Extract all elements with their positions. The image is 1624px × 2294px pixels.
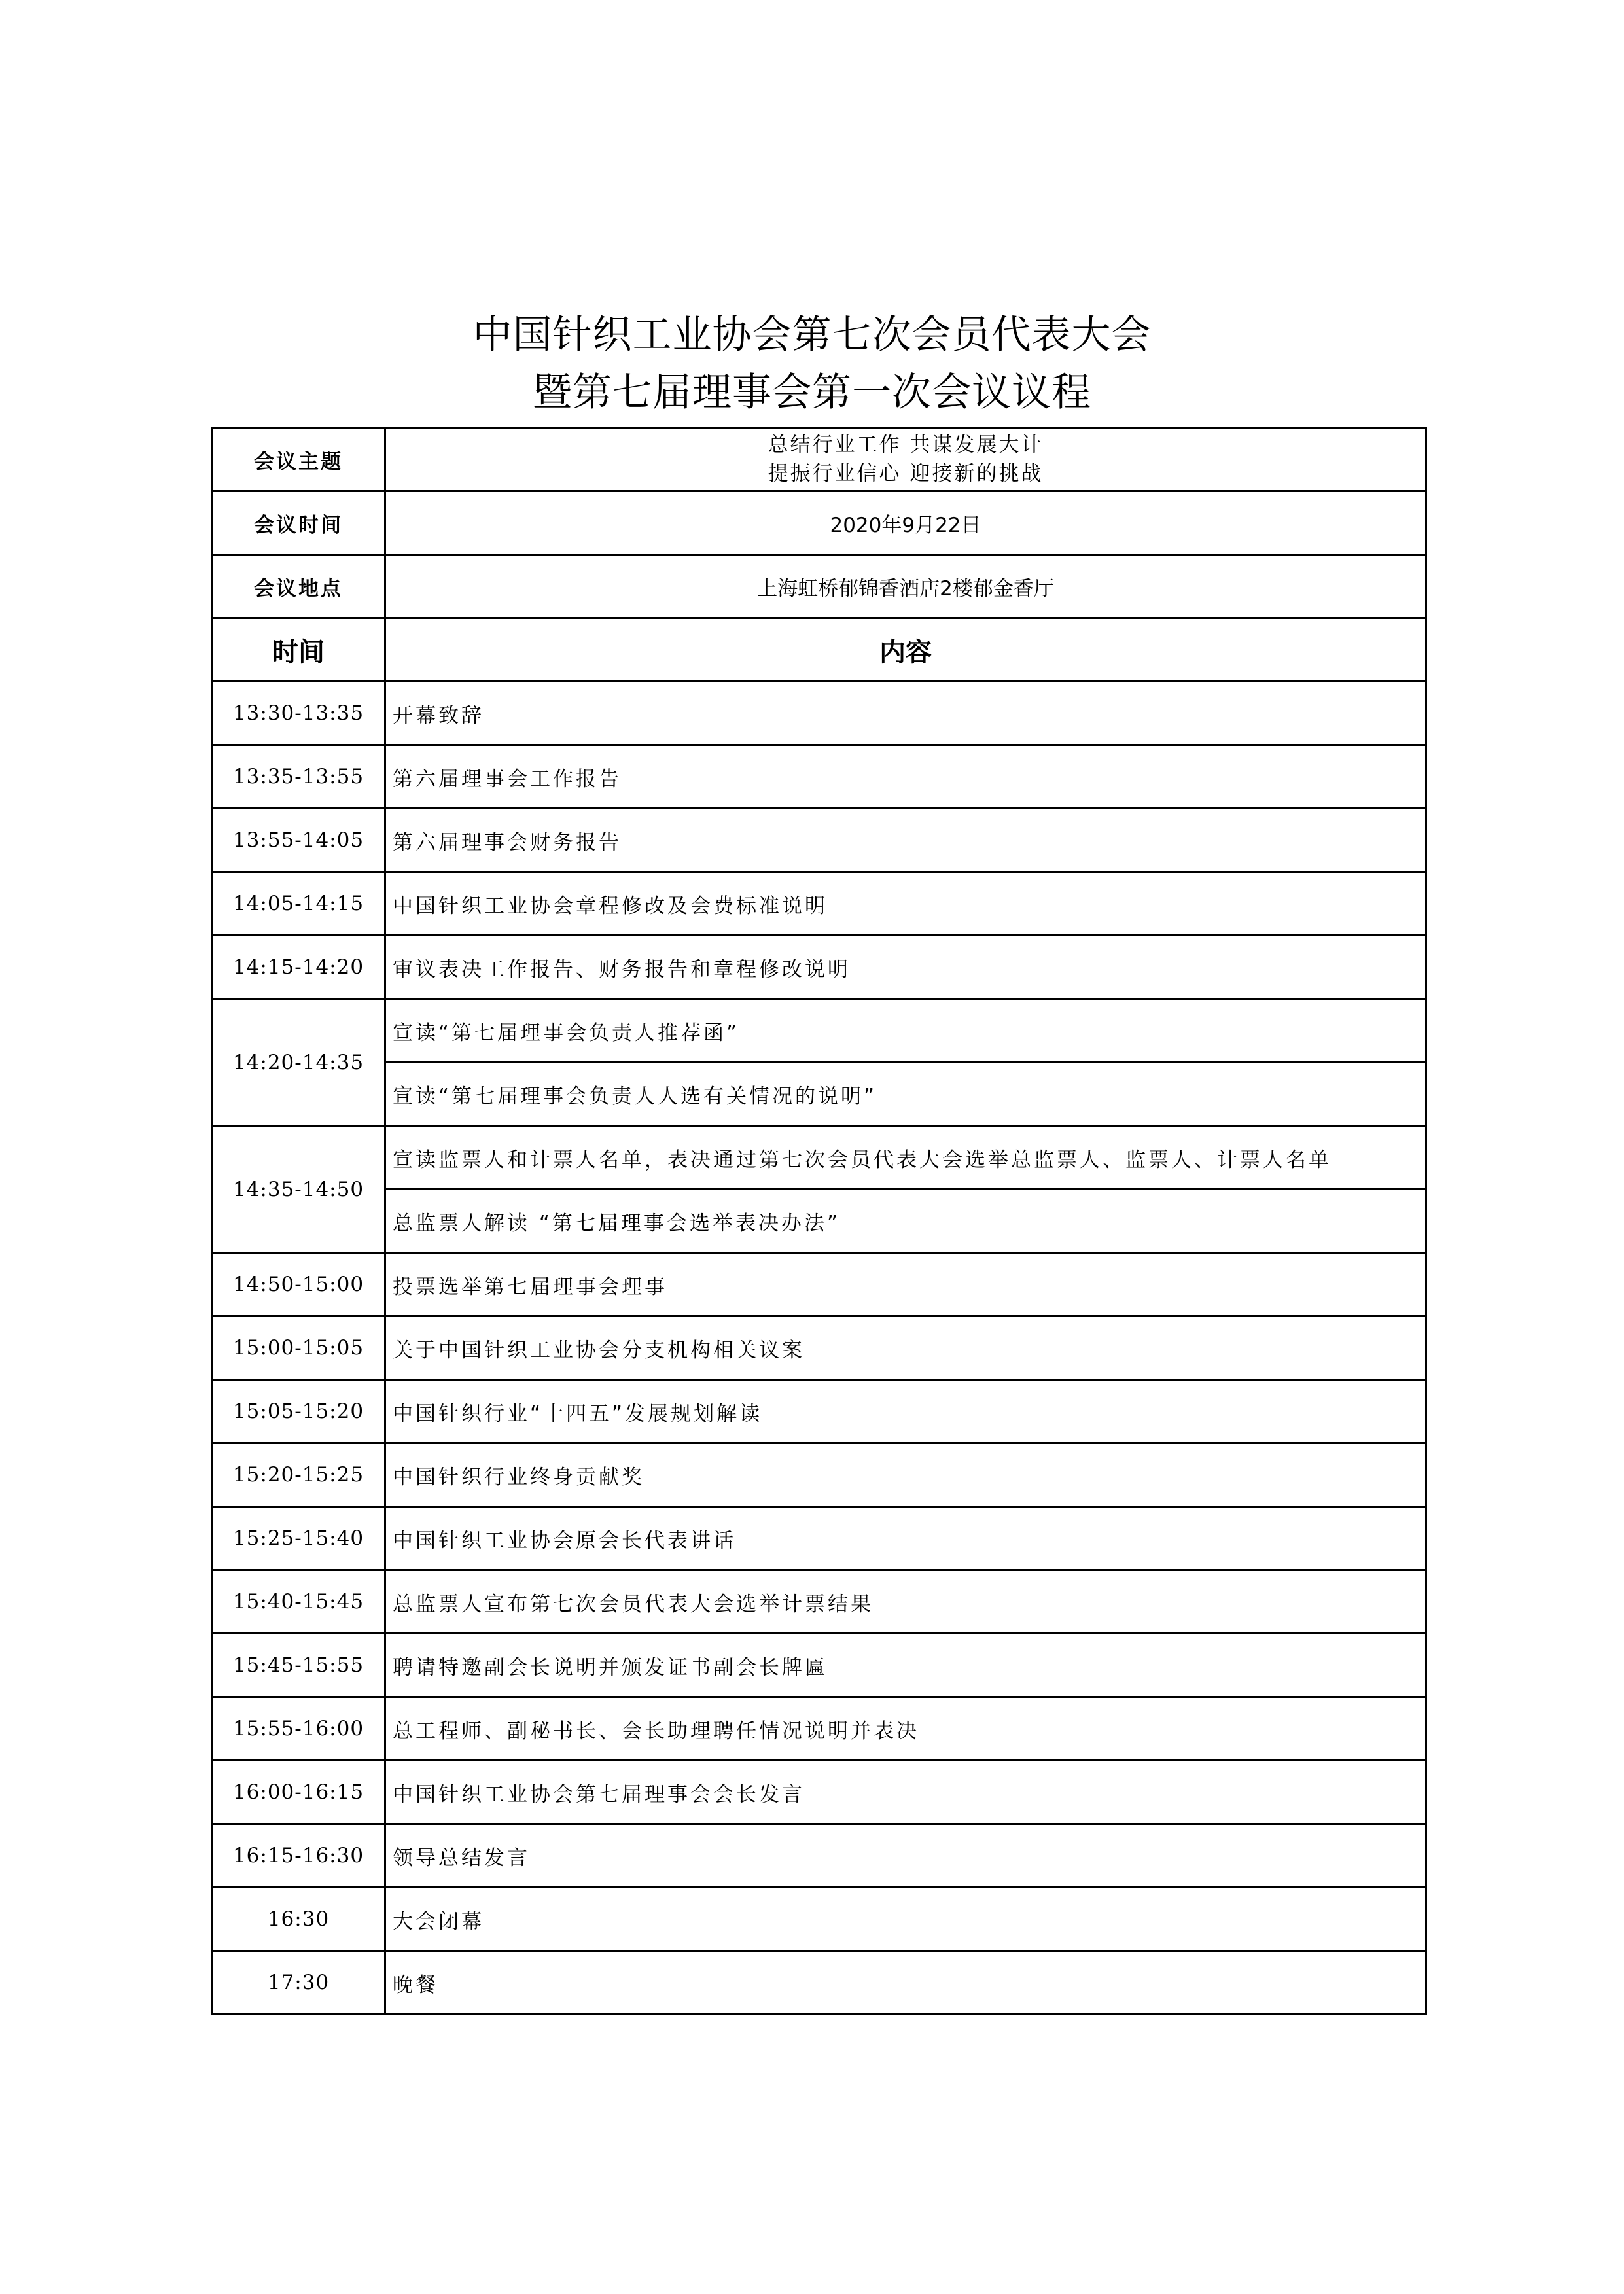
- agenda-row: [212, 1888, 1426, 1951]
- header-content: 内容: [385, 618, 1426, 682]
- agenda-row: [212, 1380, 1426, 1443]
- agenda-item: 第六届理事会工作报告: [385, 745, 1426, 809]
- agenda-row: [212, 1824, 1426, 1888]
- agenda-time: 16:15-16:30: [212, 1824, 385, 1888]
- agenda-row: [212, 1761, 1426, 1824]
- place-value: 上海虹桥郁锦香酒店2楼郁金香厅: [385, 555, 1426, 618]
- agenda-item: 总监票人解读 “第七届理事会选举表决办法”: [385, 1190, 1426, 1253]
- agenda-row: [212, 1063, 1426, 1126]
- agenda-table: [211, 427, 1427, 2015]
- agenda-time: 15:25-15:40: [212, 1507, 385, 1570]
- agenda-item: 宣读监票人和计票人名单，表决通过第七次会员代表大会选举总监票人、监票人、计票人名单: [385, 1126, 1426, 1190]
- agenda-row: [212, 809, 1426, 872]
- agenda-time: 13:35-13:55: [212, 745, 385, 809]
- agenda-row: [212, 1253, 1426, 1316]
- agenda-time: 17:30: [212, 1951, 385, 2015]
- agenda-item: 开幕致辞: [385, 682, 1426, 745]
- time-row: [212, 491, 1426, 555]
- agenda-row: [212, 872, 1426, 936]
- agenda-row: [212, 745, 1426, 809]
- place-row: [212, 555, 1426, 618]
- agenda-item: 中国针织工业协会章程修改及会费标准说明: [385, 872, 1426, 936]
- agenda-time: 14:35-14:50: [212, 1126, 385, 1253]
- agenda-item: 宣读“第七届理事会负责人推荐函”: [385, 999, 1426, 1063]
- agenda-time: 14:15-14:20: [212, 936, 385, 999]
- agenda-time: 13:55-14:05: [212, 809, 385, 872]
- agenda-row: [212, 1570, 1426, 1634]
- agenda-time: 15:40-15:45: [212, 1570, 385, 1634]
- agenda-item: 聘请特邀副会长说明并颁发证书副会长牌匾: [385, 1634, 1426, 1697]
- document-title-line-2: 暨第七届理事会第一次会议议程: [533, 370, 1091, 415]
- theme-value: [385, 428, 1426, 491]
- agenda-item: 中国针织行业终身贡献奖: [385, 1443, 1426, 1507]
- agenda-row: [212, 1951, 1426, 2015]
- agenda-item: 大会闭幕: [385, 1888, 1426, 1951]
- theme-label: 会议主题: [212, 428, 385, 491]
- agenda-row: [212, 1443, 1426, 1507]
- agenda-item: 第六届理事会财务报告: [385, 809, 1426, 872]
- agenda-item: 中国针织工业协会原会长代表讲话: [385, 1507, 1426, 1570]
- agenda-time: 15:55-16:00: [212, 1697, 385, 1761]
- agenda-item: 总工程师、副秘书长、会长助理聘任情况说明并表决: [385, 1697, 1426, 1761]
- agenda-time: 15:00-15:05: [212, 1316, 385, 1380]
- agenda-row: [212, 1190, 1426, 1253]
- agenda-item: 中国针织行业“十四五”发展规划解读: [385, 1380, 1426, 1443]
- agenda-row: [212, 1316, 1426, 1380]
- agenda-row: [212, 682, 1426, 745]
- agenda-row: [212, 1697, 1426, 1761]
- agenda-row: [212, 1126, 1426, 1190]
- agenda-item: 晚餐: [385, 1951, 1426, 2015]
- document-title-line-1: 中国针织工业协会第七次会员代表大会: [472, 312, 1152, 358]
- agenda-time: 14:20-14:35: [212, 999, 385, 1126]
- agenda-time: 15:45-15:55: [212, 1634, 385, 1697]
- agenda-time: 16:00-16:15: [212, 1761, 385, 1824]
- agenda-item: 总监票人宣布第七次会员代表大会选举计票结果: [385, 1570, 1426, 1634]
- time-label: 会议时间: [212, 491, 385, 555]
- agenda-time: 13:30-13:35: [212, 682, 385, 745]
- agenda-row: [212, 1634, 1426, 1697]
- time-value: 2020年9月22日: [385, 491, 1426, 555]
- place-label: 会议地点: [212, 555, 385, 618]
- theme-row: [212, 428, 1426, 491]
- agenda-item: 中国针织工业协会第七届理事会会长发言: [385, 1761, 1426, 1824]
- agenda-item: 关于中国针织工业协会分支机构相关议案: [385, 1316, 1426, 1380]
- agenda-item: 投票选举第七届理事会理事: [385, 1253, 1426, 1316]
- agenda-item: 审议表决工作报告、财务报告和章程修改说明: [385, 936, 1426, 999]
- agenda-item: 领导总结发言: [385, 1824, 1426, 1888]
- theme-line-1: 总结行业工作 共谋发展大计: [768, 433, 1044, 457]
- agenda-row: [212, 1507, 1426, 1570]
- agenda-time: 15:05-15:20: [212, 1380, 385, 1443]
- agenda-time: 14:50-15:00: [212, 1253, 385, 1316]
- agenda-time: 16:30: [212, 1888, 385, 1951]
- theme-line-2: 提振行业信心 迎接新的挑战: [768, 462, 1044, 485]
- agenda-row: [212, 999, 1426, 1063]
- header-time: 时间: [212, 618, 385, 682]
- agenda-row: [212, 936, 1426, 999]
- agenda-item: 宣读“第七届理事会负责人人选有关情况的说明”: [385, 1063, 1426, 1126]
- agenda-time: 15:20-15:25: [212, 1443, 385, 1507]
- agenda-time: 14:05-14:15: [212, 872, 385, 936]
- table-header-row: [212, 618, 1426, 682]
